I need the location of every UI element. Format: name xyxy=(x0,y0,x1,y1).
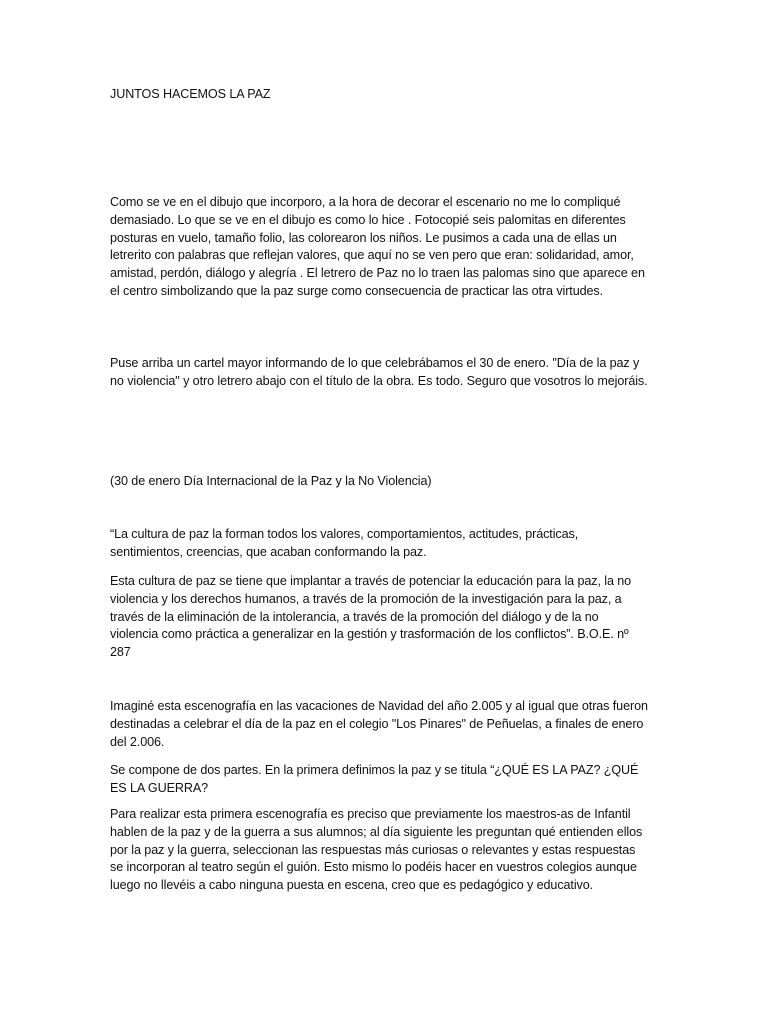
paragraph-scenery-description: Como se ve en el dibujo que incorporo, a la hora de decorar el escenario no me lo compliqué demasiado. Lo que se ve en el dibujo es como lo hice . Fotocopié seis palomitas en diferentes posturas en vuelo, tamaño folio, las colorearon los niños. Le pusimos a cada una de ellas un letrerito con palabras que reflejan valores, que aquí no se ven pero que eran: solidaridad, amor, amistad, perdón, diálogo y alegría . El letrero de Paz no lo traen las palomas sino que aparece en el centro simbolizando que la paz surge como consecuencia de practicar las otra virtudes. xyxy=(110,195,645,298)
paragraph-preparation: Para realizar esta primera escenografía es preciso que previamente los maestros-as de Infantil hablen de la paz y de la guerra a sus alumnos; al día siguiente les preguntan qué entienden ellos por la paz y la guerra, seleccionan las respuestas más curiosas o relevantes y estas respuestas se incorporan al teatro según el guión. Esto mismo lo podéis hacer en vuestros colegios aunque luego no llevéis a cabo ninguna puesta en escena, creo que es pedagógico y educativo. xyxy=(110,807,643,893)
document-title: JUNTOS HACEMOS LA PAZ xyxy=(110,87,271,101)
paragraph-parts: Se compone de dos partes. En la primera definimos la paz y se titula “¿QUÉ ES LA PAZ? ¿QUÉ ES LA GUERRA? xyxy=(110,763,639,795)
paragraph-poster-description: Puse arriba un cartel mayor informando de lo que celebrábamos el 30 de enero. "Día de la paz y no violencia" y otro letrero abajo con el título de la obra. Es todo. Seguro que vosotros lo mejoráis. xyxy=(110,356,648,388)
paragraph-quote-body: Esta cultura de paz se tiene que implantar a través de potenciar la educación para la paz, la no violencia y los derechos humanos, a través de la promoción de la investigación para la paz, a través de la eliminación de la intolerancia, a través de la promoción del diálogo y de la no violencia como práctica a generalizar en la gestión y trasformación de los conflictos”. B.O.E. nº 287 xyxy=(110,574,632,660)
paragraph-date-note: (30 de enero Día Internacional de la Paz y la No Violencia) xyxy=(110,474,432,488)
paragraph-quote-intro: “La cultura de paz la forman todos los valores, comportamientos, actitudes, prácticas, sentimientos, creencias, que acaban conformando la paz. xyxy=(110,527,579,559)
paragraph-origin: Imaginé esta escenografía en las vacaciones de Navidad del año 2.005 y al igual que otras fueron destinadas a celebrar el día de la paz en el colegio "Los Pinares" de Peñuelas, a finales de enero del 2.006. xyxy=(110,699,648,749)
